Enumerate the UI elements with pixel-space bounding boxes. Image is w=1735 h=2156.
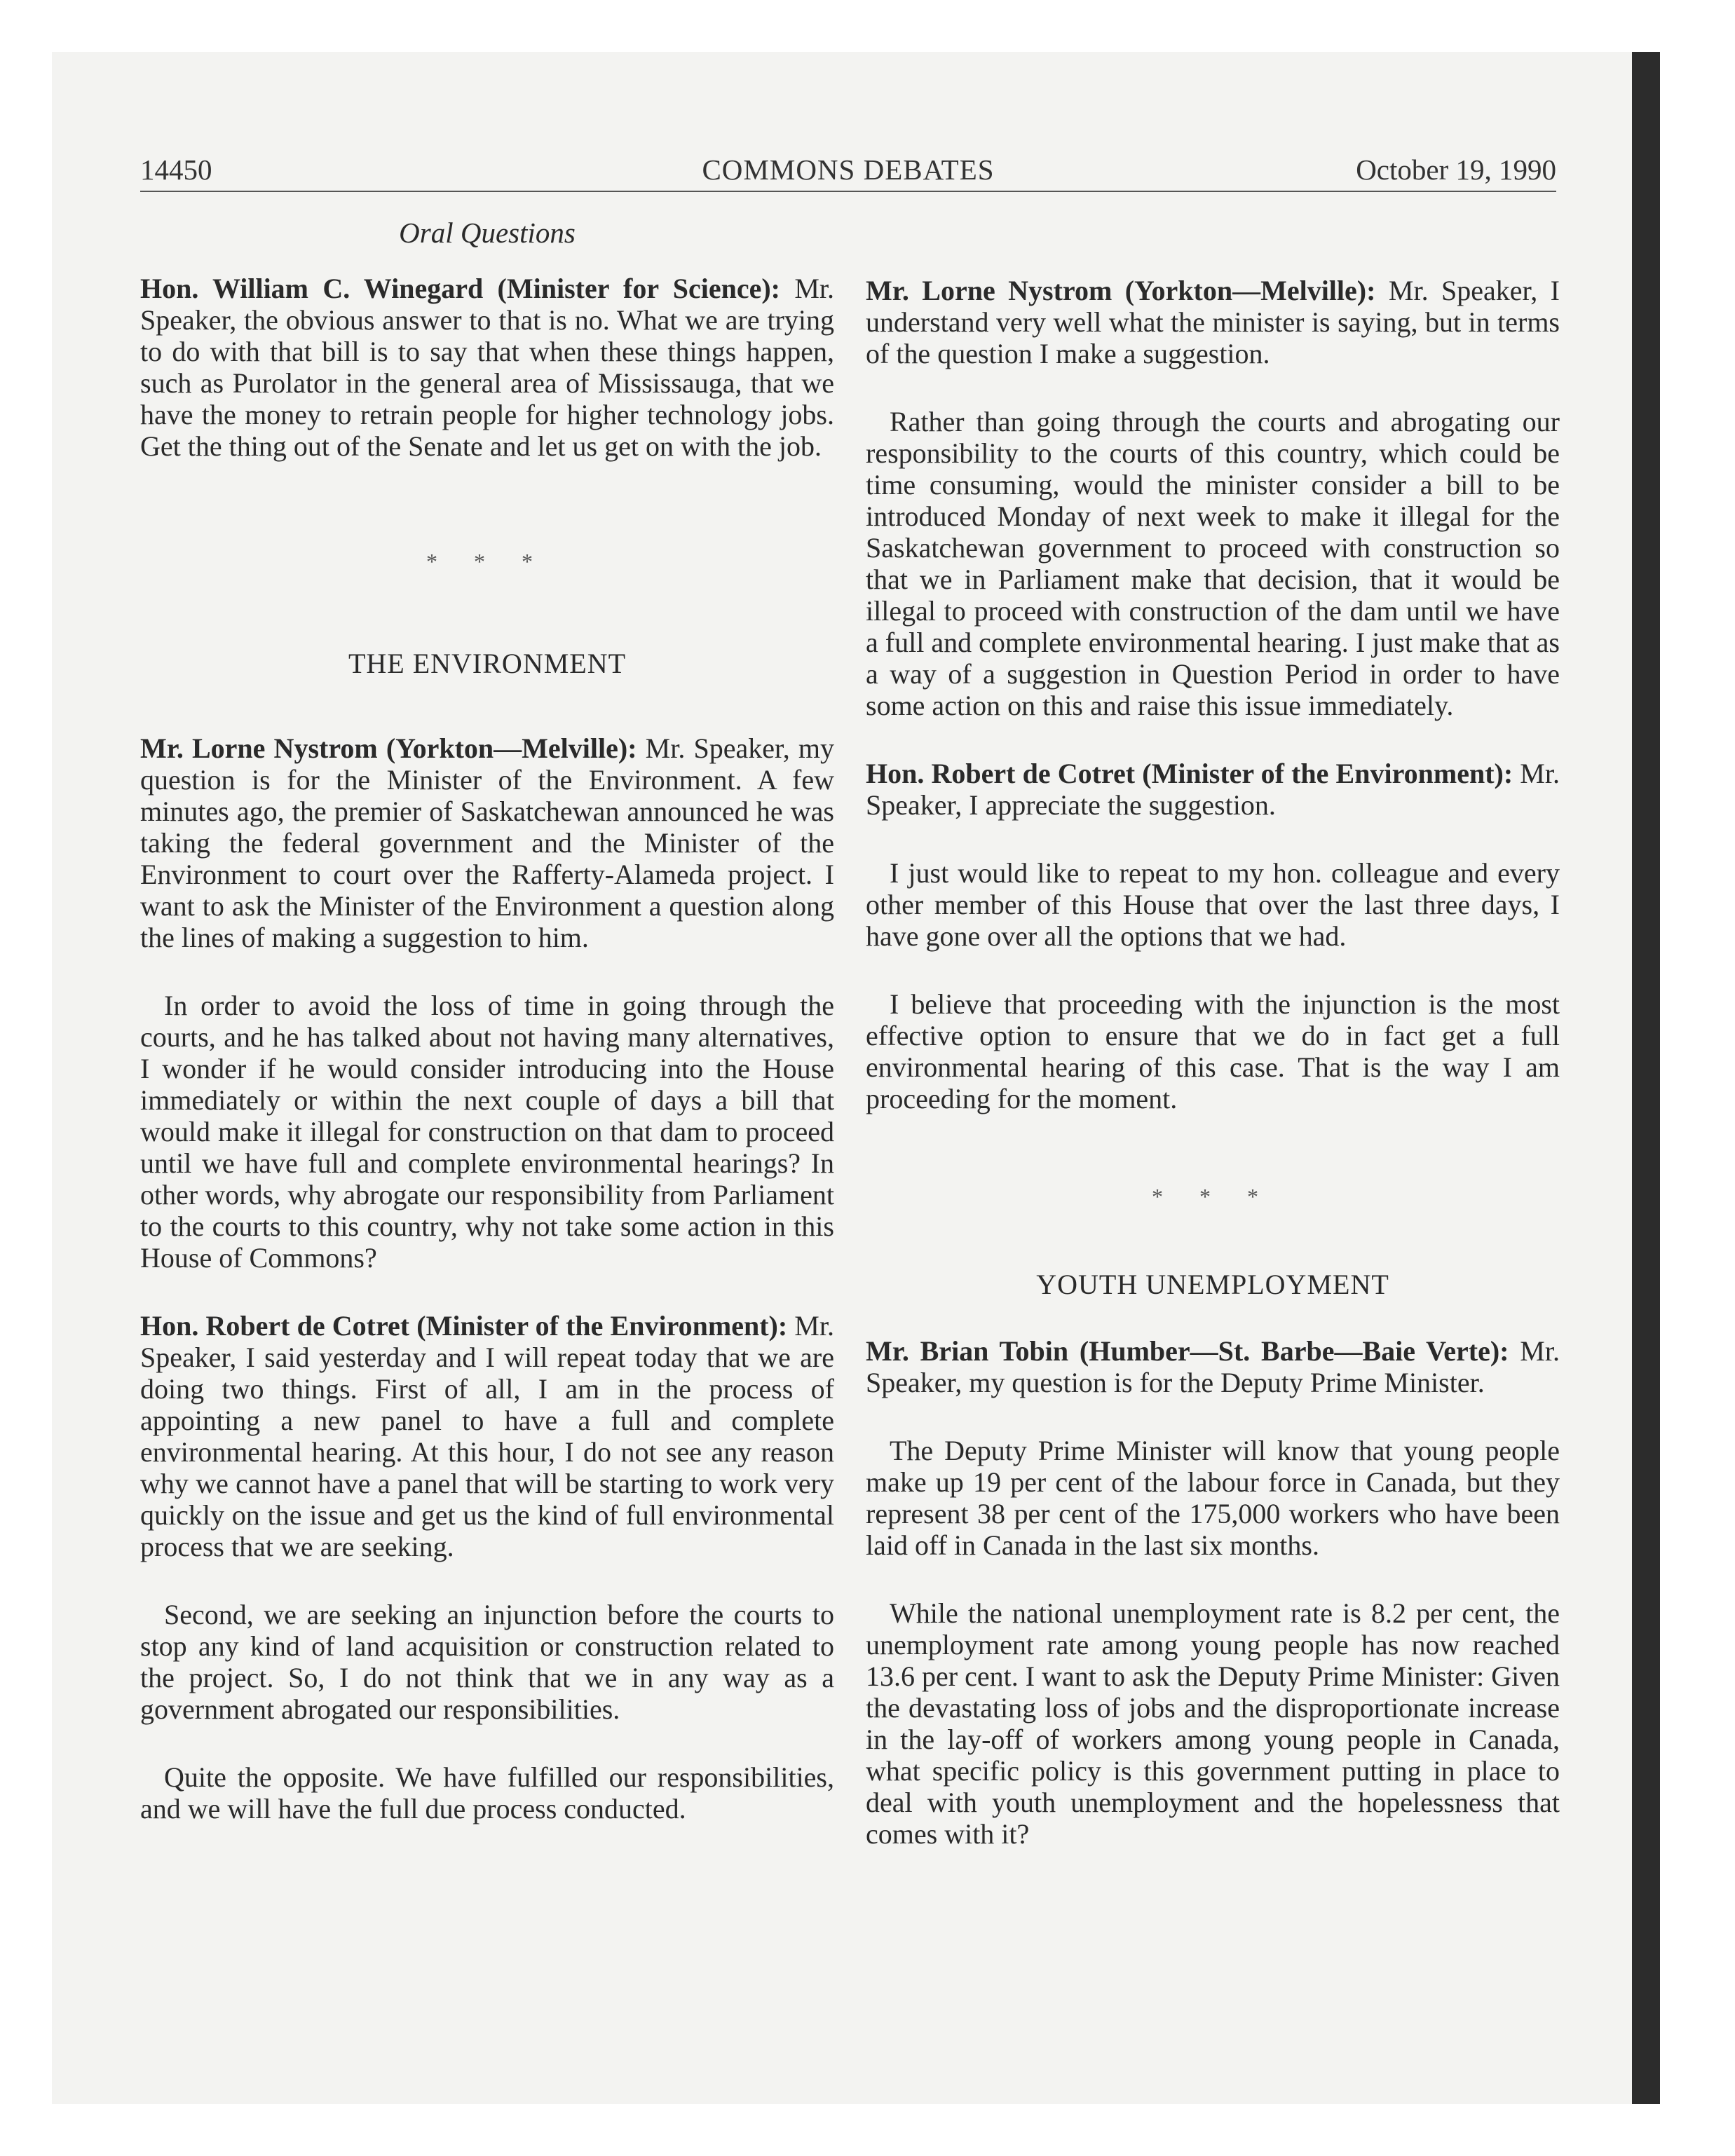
- paragraph: I believe that proceeding with the injunction is the most effective option to ensure that we do in fact get a full environmental hearing of this case. That is the way I am proceeding for the moment.: [866, 988, 1560, 1114]
- paragraph: The Deputy Prime Minister will know that young people make up 19 per cent of the labour force in Canada, but they represent 38 per cent of the 175,000 workers who have been laid off in Canada in the last six months.: [866, 1435, 1560, 1561]
- left-column: [140, 217, 834, 1824]
- page-spine-shadow: [1632, 52, 1660, 2104]
- paragraph: Quite the opposite. We have fulfilled our responsibilities, and we will have the full due process conducted.: [140, 1761, 834, 1824]
- speaker-name: Hon. Robert de Cotret (Minister of the Environment):: [140, 1310, 788, 1342]
- paragraph: Second, we are seeking an injunction before the courts to stop any kind of land acquisition or construction related to the project. So, I do not think that we in any way as a government abrogated our responsibilities.: [140, 1599, 834, 1725]
- paragraph: [866, 758, 1560, 821]
- paragraph: [140, 1310, 834, 1562]
- section-separator: * * *: [1152, 1184, 1274, 1209]
- speech-text: Mr. Speaker, I said yesterday and I will repeat today that we are doing two things. First of all, I am in the process of appointing a new panel to have a full and complete environmental hearing. At this hour, I do not see any reason why we cannot have a panel that will be starting to work very quickly on the issue and get us the kind of full environmental process that we are seeking.: [140, 1310, 834, 1562]
- section-heading: YOUTH UNEMPLOYMENT: [1036, 1269, 1389, 1300]
- paragraph: [140, 273, 834, 462]
- speaker-name: Hon. William C. Winegard (Minister for Science):: [140, 273, 780, 304]
- paragraph: While the national unemployment rate is 8.2 per cent, the unemployment rate among young people has now reached 13.6 per cent. I want to ask the Deputy Prime Minister: Given the devastating loss of jobs and the disproportionate increase in the lay-off of workers among young people in Canada, what specific policy is this government putting in place to deal with youth unemployment and the hopelessness that comes with it?: [866, 1597, 1560, 1850]
- paragraph: In order to avoid the loss of time in going through the courts, and he has talked about not having many alternatives, I wonder if he would consider introducing into the House immediately or within the next couple of days a bill that would make it illegal for construction on that dam to proceed until we have full and complete environmental hearings? In other words, why abrogate our responsibility from Parliament to the courts to this country, why not take some action in this House of Commons?: [140, 990, 834, 1274]
- speech-text: Mr. Speaker, my question is for the Minister of the Environment. A few minutes ago, the premier of Saskatchewan announced he was taking the federal government and the Minister of the Environment to court over the Rafferty-Alameda project. I want to ask the Minister of the Environment a question along the lines of making a suggestion to him.: [140, 732, 834, 953]
- speech-text: Mr. Speaker, I appreciate the suggestion.: [866, 758, 1560, 821]
- speaker-name: Mr. Brian Tobin (Humber—St. Barbe—Baie Verte):: [866, 1335, 1509, 1367]
- paragraph: [866, 1335, 1560, 1398]
- paragraph: Rather than going through the courts and abrogating our responsibility to the courts of this country, which could be time consuming, would the minister consider a bill to be introduced Monday of next week to make it illegal for the Saskatchewan government to proceed with construction so that we in Parliament make that decision, that it would be illegal to proceed with construction of the dam until we have a full and complete environmental hearing. I just make that as a way of a suggestion in Question Period in order to have some action on this and raise this issue immediately.: [866, 406, 1560, 721]
- right-column: [866, 217, 1560, 1850]
- paragraph: I just would like to repeat to my hon. colleague and every other member of this House that over the last three days, I have gone over all the options that we had.: [866, 857, 1560, 952]
- speaker-name: Mr. Lorne Nystrom (Yorkton—Melville):: [866, 275, 1376, 306]
- speech-text: Mr. Speaker, the obvious answer to that is no. What we are trying to do with that bill is to say that when these things happen, such as Purolator in the general area of Mississauga, that we have the money to retrain people for higher technology jobs. Get the thing out of the Senate and let us get on with the job.: [140, 273, 834, 462]
- page-number: 14450: [140, 153, 212, 186]
- header-rule: [140, 191, 1556, 192]
- paragraph: [140, 732, 834, 953]
- page-header: [140, 147, 1556, 196]
- section-subheading: Oral Questions: [399, 217, 576, 249]
- paragraph: [866, 275, 1560, 369]
- speaker-name: Hon. Robert de Cotret (Minister of the Environment):: [866, 758, 1513, 789]
- speaker-name: Mr. Lorne Nystrom (Yorkton—Melville):: [140, 732, 637, 764]
- section-separator: * * *: [426, 549, 548, 574]
- running-title: COMMONS DEBATES: [702, 153, 995, 186]
- page-date: October 19, 1990: [1356, 153, 1556, 186]
- speech-text: Mr. Speaker, I understand very well what the minister is saying, but in terms of the question I make a suggestion.: [866, 275, 1560, 369]
- speech-text: Mr. Speaker, my question is for the Deputy Prime Minister.: [866, 1335, 1560, 1398]
- section-heading: THE ENVIRONMENT: [348, 648, 627, 679]
